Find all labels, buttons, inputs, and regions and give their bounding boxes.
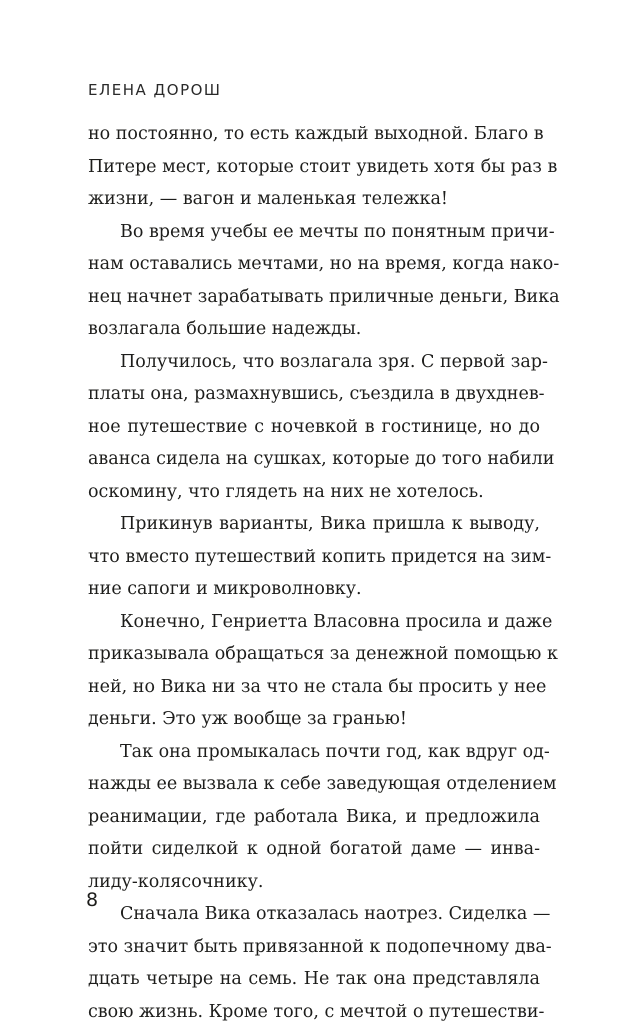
text-line: дцать четыре на семь. Не так она представляла xyxy=(88,963,540,996)
body-text xyxy=(88,118,540,1028)
text-line: пойти сиделкой к одной богатой даме — инва- xyxy=(88,833,540,866)
text-line: приказывала обращаться за денежной помощью к xyxy=(88,638,540,671)
text-line: свою жизнь. Кроме того, с мечтой о путешестви- xyxy=(88,996,540,1028)
text-line: Прикинув варианты, Вика пришла к выводу, xyxy=(88,508,540,541)
text-line: нец начнет зарабатывать приличные деньги, Вика xyxy=(88,281,540,314)
text-line: Так она промыкалась почти год, как вдруг од- xyxy=(88,736,540,769)
page-number: 8 xyxy=(86,888,98,912)
text-line: Получилось, что возлагала зря. С первой зар- xyxy=(88,346,540,379)
text-line: нажды ее вызвала к себе заведующая отделением xyxy=(88,768,540,801)
text-line: Сначала Вика отказалась наотрез. Сиделка — xyxy=(88,898,540,931)
text-line: жизни, — вагон и маленькая тележка! xyxy=(88,183,540,216)
text-line: оскомину, что глядеть на них не хотелось. xyxy=(88,476,540,509)
text-line: нам оставались мечтами, но на время, когда нако- xyxy=(88,248,540,281)
text-line: реанимации, где работала Вика, и предложила xyxy=(88,801,540,834)
text-line: платы она, размахнувшись, съездила в двухднев- xyxy=(88,378,540,411)
text-line: ние сапоги и микроволновку. xyxy=(88,573,540,606)
text-line: аванса сидела на сушках, которые до того набили xyxy=(88,443,540,476)
text-line: но постоянно, то есть каждый выходной. Благо в xyxy=(88,118,540,151)
text-line: что вместо путешествий копить придется на зим- xyxy=(88,541,540,574)
running-head-author: ЕЛЕНА ДОРОШ xyxy=(88,80,221,100)
text-line: Во время учебы ее мечты по понятным причи- xyxy=(88,216,540,249)
text-line: Конечно, Генриетта Власовна просила и даже xyxy=(88,606,540,639)
text-line: деньги. Это уж вообще за гранью! xyxy=(88,703,540,736)
text-line: ное путешествие с ночевкой в гостинице, но до xyxy=(88,411,540,444)
text-line: лиду-колясочнику. xyxy=(88,866,540,899)
text-line: возлагала большие надежды. xyxy=(88,313,540,346)
text-line: это значит быть привязанной к подопечному два- xyxy=(88,931,540,964)
text-line: Питере мест, которые стоит увидеть хотя бы раз в xyxy=(88,151,540,184)
text-line: ней, но Вика ни за что не стала бы просить у нее xyxy=(88,671,540,704)
